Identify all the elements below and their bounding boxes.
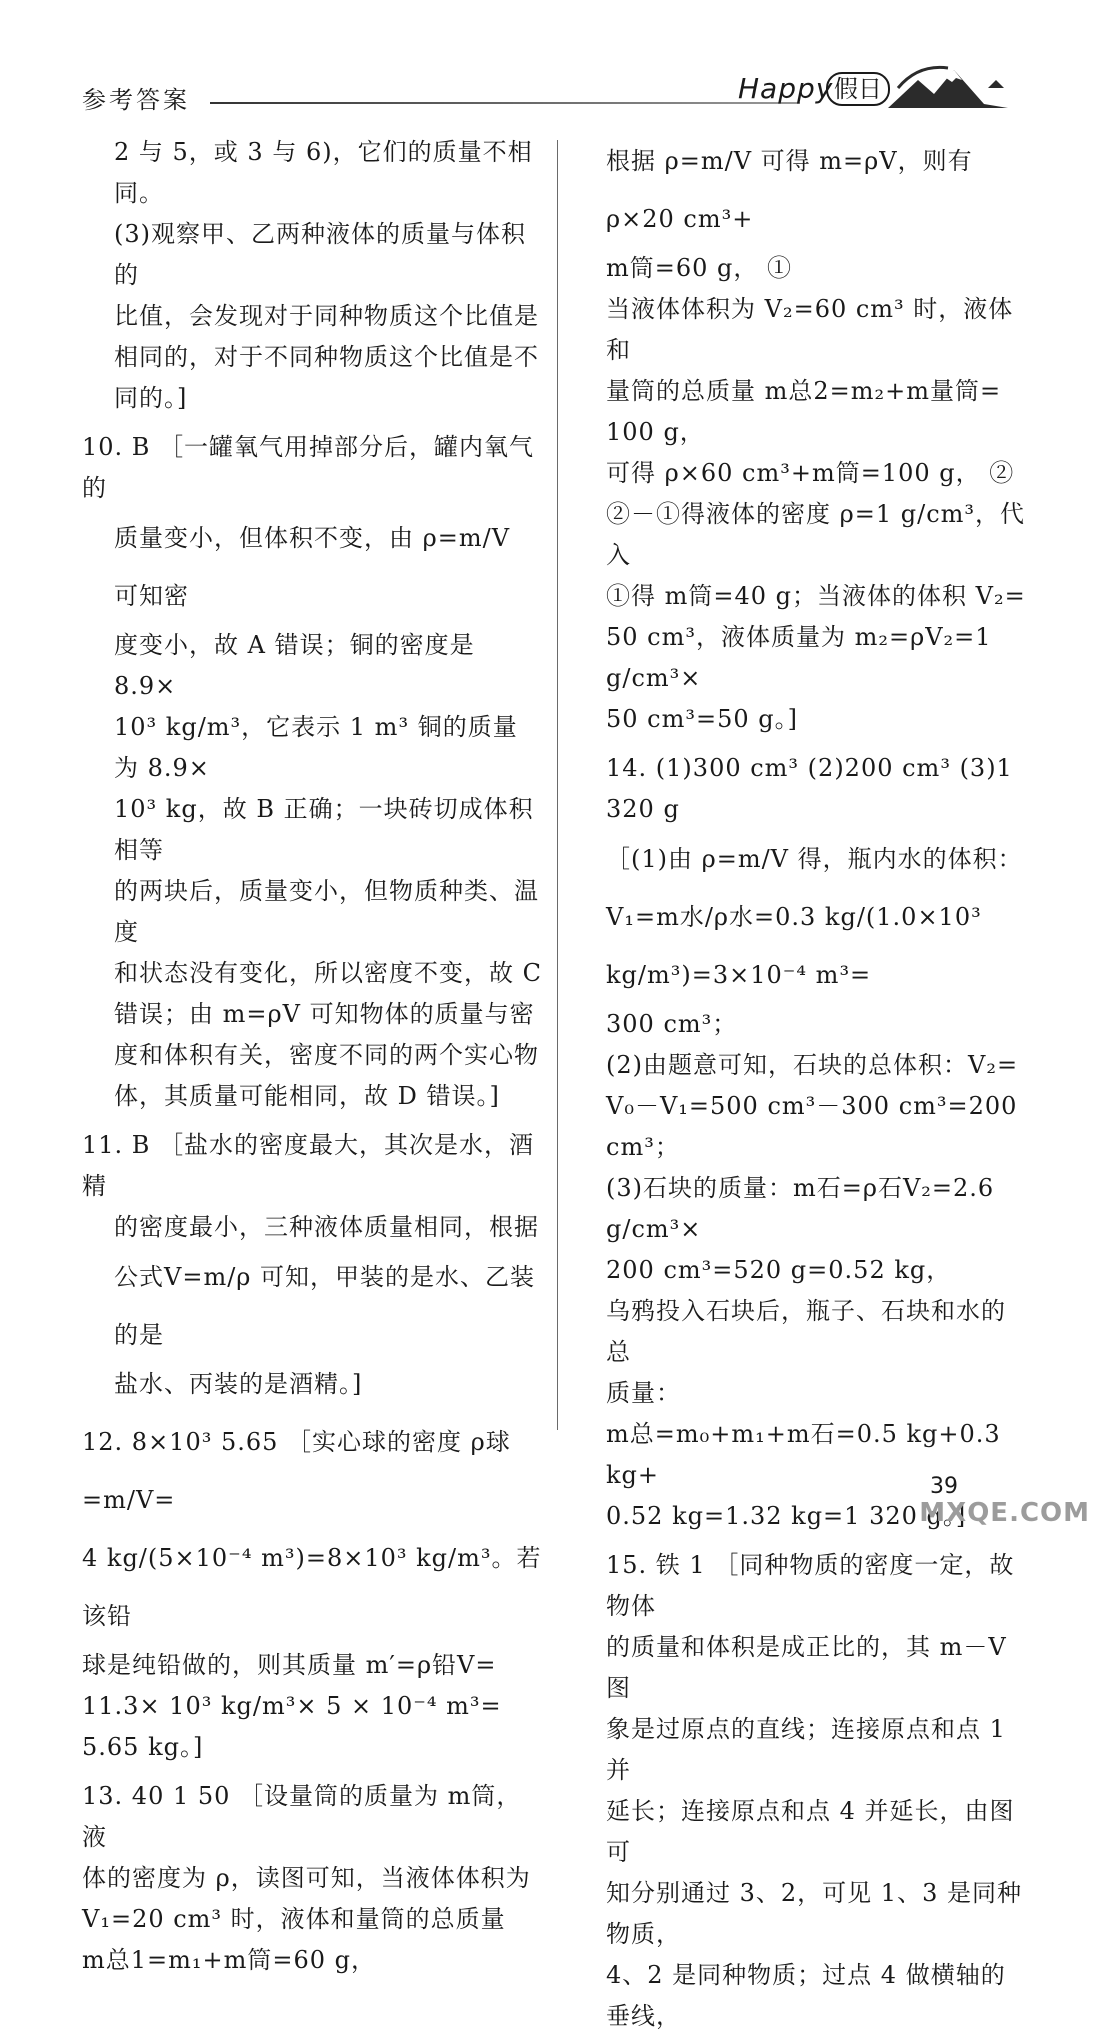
right-column	[606, 132, 1026, 2037]
text-line: m筒=60 g， ①	[606, 254, 793, 282]
text-line: 2 与 5，或 3 与 6)，它们的质量不相同。	[114, 138, 533, 207]
text-line: 度和体积有关，密度不同的两个实心物	[114, 1041, 539, 1069]
text-line: 11.3× 10³ kg/m³× 5 × 10⁻⁴ m³=	[82, 1692, 502, 1720]
text-line: m总=m₀+m₁+m石=0.5 kg+0.3 kg+	[606, 1420, 1001, 1489]
text-line: 错误；由 m=ρV 可知物体的质量与密	[114, 1000, 535, 1028]
text-line: (2)由题意可知，石块的总体积：V₂=	[606, 1051, 1019, 1079]
page-number: 39	[930, 1474, 958, 1499]
text-line: 盐水、丙装的是酒精。]	[114, 1370, 363, 1398]
answer-15: 15. 铁 1 ［同种物质的密度一定，故物体	[606, 1551, 1015, 1620]
text-line: 4 kg/(5×10⁻⁴ m³)=8×10³ kg/m³。若该铅	[82, 1544, 542, 1630]
text-line: 和状态没有变化，所以密度不变，故 C	[114, 959, 542, 987]
text-line: V₀－V₁=500 cm³－300 cm³=200 cm³；	[606, 1092, 1018, 1161]
text-line: 50 cm³，液体质量为 m₂=ρV₂=1 g/cm³×	[606, 623, 992, 692]
text-line: 球是纯铅做的，则其质量 m′=ρ铅V=	[82, 1651, 497, 1679]
text-line: m总1=m₁+m筒=60 g，	[82, 1946, 377, 1974]
answer-10: 10. B ［一罐氧气用掉部分后，罐内氧气的	[82, 433, 535, 502]
brand-text: Happy	[738, 72, 834, 105]
text-line: 质量变小，但体积不变，由 ρ=m/V 可知密	[114, 524, 511, 610]
text-line: 体的密度为 ρ，读图可知，当液体体积为	[82, 1864, 531, 1892]
text-line: 5.65 kg。]	[82, 1733, 204, 1761]
text-line: (3)石块的质量：m石=ρ石V₂=2.6 g/cm³×	[606, 1174, 995, 1243]
brand-box-text: 假日	[826, 72, 890, 106]
text-line: 度变小，故 A 错误；铜的密度是 8.9×	[114, 631, 475, 700]
answer-12: 12. 8×10³ 5.65 ［实心球的密度 ρ球=m/V=	[82, 1428, 511, 1514]
text-line: 10³ kg/m³，它表示 1 m³ 铜的质量为 8.9×	[114, 713, 518, 782]
left-column	[82, 132, 542, 1981]
text-line: 300 cm³；	[606, 1010, 738, 1038]
brand-logo	[738, 58, 1018, 118]
text-line: 体，其质量可能相同，故 D 错误。]	[114, 1082, 500, 1110]
text-line: 当液体体积为 V₂=60 cm³ 时，液体和	[606, 295, 1014, 364]
text-line: 50 cm³=50 g。]	[606, 705, 798, 733]
text-line: 比值，会发现对于同种物质这个比值是	[114, 302, 539, 330]
text-line: 象是过原点的直线；连接原点和点 1 并	[606, 1715, 1006, 1784]
header-rule	[210, 102, 800, 104]
text-line: 100 g，	[606, 418, 705, 446]
text-line: 乌鸦投入石块后，瓶子、石块和水的总	[606, 1297, 1006, 1366]
watermark-text: MXQE.COM	[919, 1498, 1090, 1528]
text-line: V₁=20 cm³ 时，液体和量筒的总质量	[82, 1905, 506, 1933]
text-line: 量筒的总质量 m总2=m₂+m量筒=	[606, 377, 1002, 405]
text-line: 10³ kg，故 B 正确；一块砖切成体积相等	[114, 795, 534, 864]
text-line: 200 cm³=520 g=0.52 kg，	[606, 1256, 952, 1284]
text-line: 4、2 是同种物质；过点 4 做横轴的垂线，	[606, 1961, 1006, 2030]
text-line: 可得 ρ×60 cm³+m筒=100 g， ②	[606, 459, 1015, 487]
text-line: ①得 m筒=40 g；当液体的体积 V₂=	[606, 582, 1026, 610]
answer-13: 13. 40 1 50 ［设量筒的质量为 m筒，液	[82, 1782, 522, 1851]
column-divider	[557, 140, 558, 1430]
text-line: V₁=m水/ρ水=0.3 kg/(1.0×10³ kg/m³)=3×10⁻⁴ m³=	[606, 903, 982, 989]
answer-11: 11. B ［盐水的密度最大，其次是水，酒精	[82, 1131, 535, 1200]
text-line: 0.52 kg=1.32 kg=1 320 g。]	[606, 1502, 967, 1530]
text-line: 的两块后，质量变小，但物质种类、温度	[114, 877, 539, 946]
text-line: 知分别通过 3、2，可见 1、3 是同种物质，	[606, 1879, 1022, 1948]
text-line: 公式V=m/ρ 可知，甲装的是水、乙装的是	[114, 1263, 536, 1349]
text-line: 的质量和体积是成正比的，其 m－V 图	[606, 1633, 1007, 1702]
text-line: 质量：	[606, 1379, 681, 1407]
text-line: 延长；连接原点和点 4 并延长，由图可	[606, 1797, 1015, 1866]
text-line: 同的。]	[114, 384, 188, 412]
text-line: (3)观察甲、乙两种液体的质量与体积的	[114, 220, 526, 289]
answer-14: 14. (1)300 cm³ (2)200 cm³ (3)1 320 g	[606, 754, 1013, 823]
text-line: 根据 ρ=m/V 可得 m=ρV，则有 ρ×20 cm³+	[606, 147, 973, 233]
text-line: ②－①得液体的密度 ρ=1 g/cm³，代入	[606, 500, 1026, 569]
text-line: 的密度最小，三种液体质量相同，根据	[114, 1213, 539, 1241]
text-line: ［(1)由 ρ=m/V 得，瓶内水的体积：	[606, 845, 1023, 873]
text-line: 相同的，对于不同种物质这个比值是不	[114, 343, 539, 371]
mountain-icon	[888, 58, 1008, 118]
page-header-label: 参考答案	[82, 86, 190, 114]
